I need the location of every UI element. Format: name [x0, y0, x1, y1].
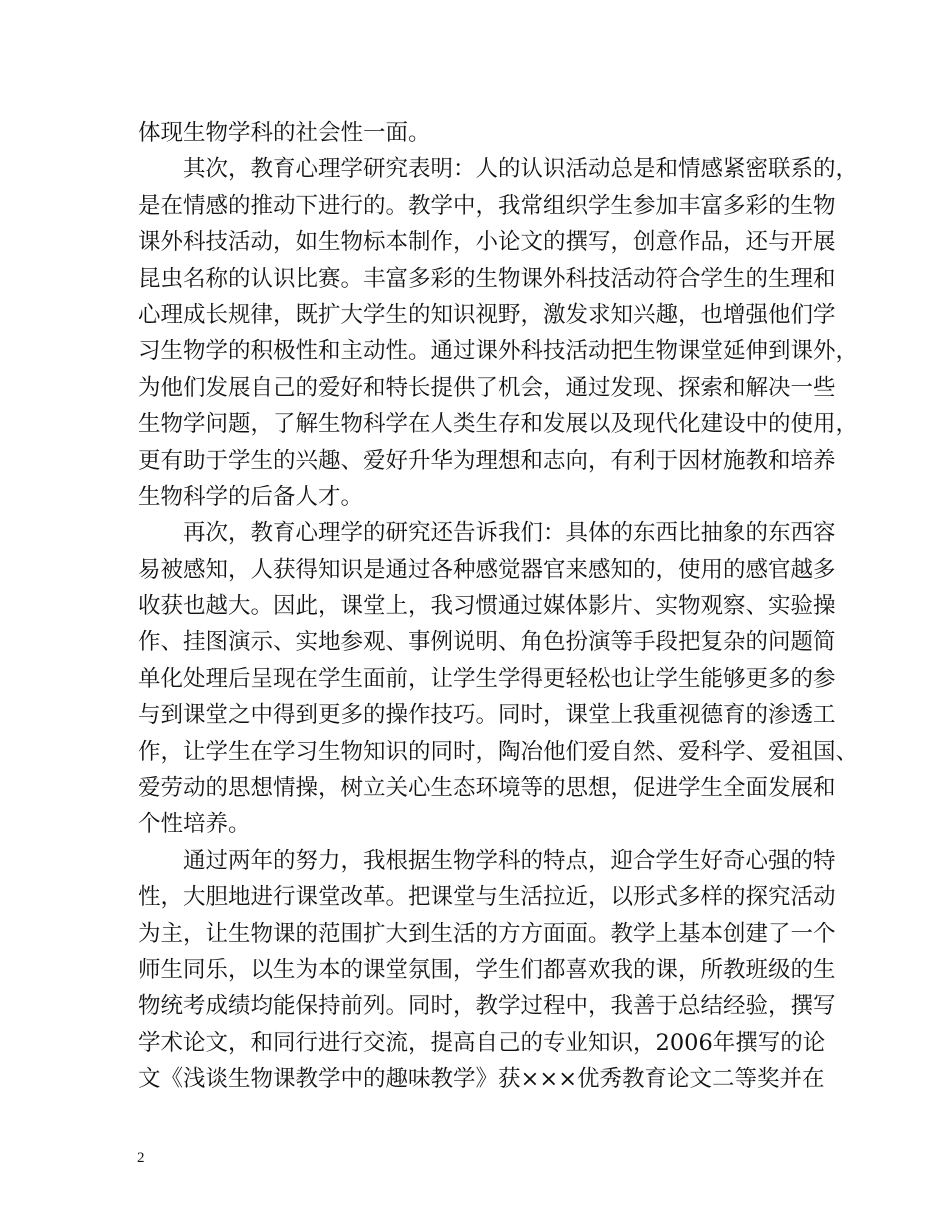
- text-line: 再次，教育心理学的研究还告诉我们：具体的东西比抽象的东西容: [183, 520, 836, 547]
- text-line: 生物科学的后备人才。: [138, 483, 364, 510]
- text-line: 心理成长规律，既扩大学生的知识视野，激发求知兴趣，也增强他们学: [138, 301, 836, 328]
- page-number: 2: [137, 1150, 145, 1166]
- text-line: 文《浅谈生物课教学中的趣味教学》获×××优秀教育论文二等奖并在: [138, 1066, 825, 1093]
- text-line: 师生同乐，以生为本的课堂氛围，学生们都喜欢我的课，所教班级的生: [138, 956, 836, 983]
- text-line: 通过两年的努力，我根据生物学科的特点，迎合学生好奇心强的特: [183, 847, 836, 874]
- text-line: 作、挂图演示、实地参观、事例说明、角色扮演等手段把复杂的问题简: [138, 629, 836, 656]
- text-line: 学术论文，和同行进行交流，提高自己的专业知识，2006年撰写的论: [138, 1029, 826, 1056]
- text-line: 生物学问题，了解生物科学在人类生存和发展以及现代化建设中的使用，: [138, 411, 859, 438]
- text-line: 为他们发展自己的爱好和特长提供了机会，通过发现、探索和解决一些: [138, 374, 836, 401]
- text-line: 体现生物学科的社会性一面。: [138, 120, 431, 146]
- text-line: 昆虫名称的认识比赛。丰富多彩的生物课外科技活动符合学生的生理和: [138, 265, 836, 292]
- text-line: 更有助于学生的兴趣、爱好升华为理想和志向，有利于因材施教和培养: [138, 447, 836, 474]
- text-line: 收获也越大。因此，课堂上，我习惯通过媒体影片、实物观察、实验操: [138, 593, 836, 620]
- text-line: 是在情感的推动下进行的。教学中，我常组织学生参加丰富多彩的生物: [138, 192, 836, 219]
- text-line: 其次，教育心理学研究表明：人的认识活动总是和情感紧密联系的，: [183, 156, 859, 183]
- document-body: [138, 115, 859, 1098]
- text-line: 性，大胆地进行课堂改革。把课堂与生活拉近，以形式多样的探究活动: [138, 884, 836, 911]
- text-line: 物统考成绩均能保持前列。同时，教学过程中，我善于总结经验，撰写: [138, 993, 836, 1020]
- text-line: 个性培养。: [138, 811, 251, 838]
- text-line: 易被感知，人获得知识是通过各种感觉器官来感知的，使用的感官越多: [138, 556, 836, 583]
- text-line: 课外科技活动，如生物标本制作，小论文的撰写，创意作品，还与开展: [138, 229, 836, 256]
- text-line: 为主，让生物课的范围扩大到生活的方方面面。教学上基本创建了一个: [138, 920, 836, 947]
- text-line: 单化处理后呈现在学生面前，让学生学得更轻松也让学生能够更多的参: [138, 665, 836, 692]
- text-line: 与到课堂之中得到更多的操作技巧。同时，课堂上我重视德育的渗透工: [138, 702, 836, 729]
- text-line: 作，让学生在学习生物知识的同时，陶冶他们爱自然、爱科学、爱祖国、: [138, 738, 859, 765]
- text-line: 爱劳动的思想情操，树立关心生态环境等的思想，促进学生全面发展和: [138, 775, 836, 802]
- text-line: 习生物学的积极性和主动性。通过课外科技活动把生物课堂延伸到课外，: [138, 338, 859, 365]
